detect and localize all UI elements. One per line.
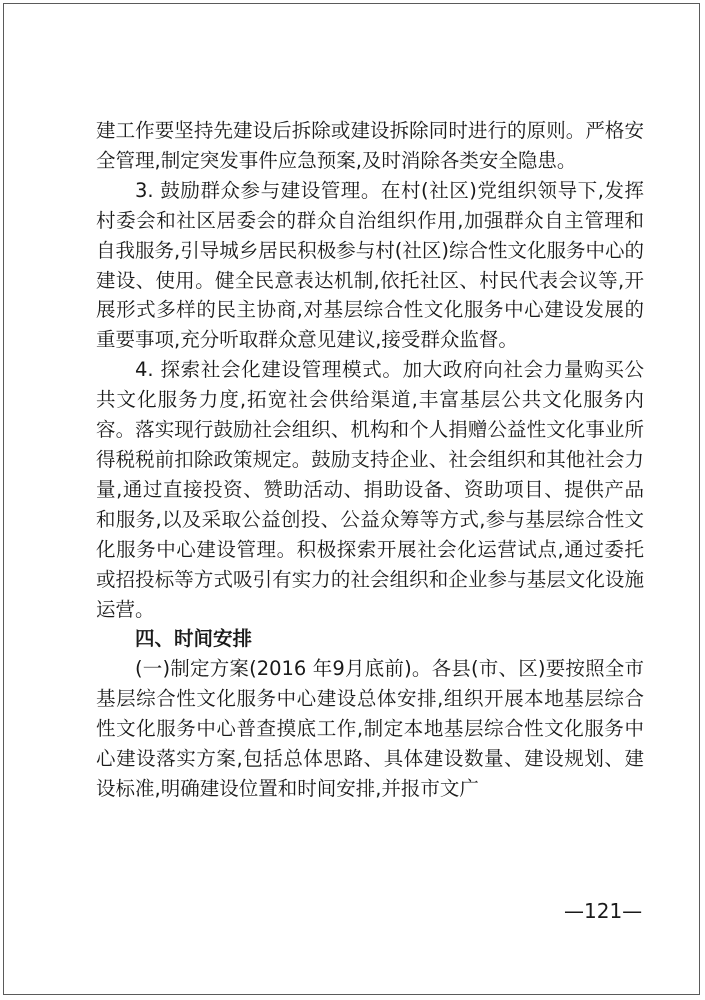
paragraph-continuation: 建工作要坚持先建设后拆除或建设拆除同时进行的原则。严格安全管理,制定突发事件应急预案,及时消除各类安全隐患。 bbox=[96, 119, 644, 172]
page-number: —121— bbox=[564, 899, 643, 923]
paragraph-item-3: 3. 鼓励群众参与建设管理。在村(社区)党组织领导下,发挥村委会和社区居委会的群众自治组织作用,加强群众自主管理和自我服务,引导城乡居民积极参与村(社区)综合性文化服务中心的建设、使用。健全民意表达机制,依托社区、村民代表会议等,开展形式多样的民主协商,对基层综合性文化服务中心建设发展的重要事项,充分听取群众意见建议,接受群众监督。 bbox=[96, 178, 644, 352]
document-page bbox=[3, 3, 700, 995]
section-heading: 四、时间安排 bbox=[135, 627, 253, 651]
paragraph-item-4: 4. 探索社会化建设管理模式。加大政府向社会力量购买公共文化服务力度,拓宽社会供给渠道,丰富基层公共文化服务内容。落实现行鼓励社会组织、机构和个人捐赠公益性文化事业所得税税前扣除政策规定。鼓励支持企业、社会组织和其他社会力量,通过直接投资、赞助活动、捐助设备、资助项目、提供产品和服务,以及采取公益创投、公益众筹等方式,参与基层综合性文化服务中心建设管理。积极探索开展社会化运营试点,通过委托或招投标等方式吸引有实力的社会组织和企业参与基层文化设施运营。 bbox=[96, 358, 644, 621]
document-body bbox=[96, 116, 644, 804]
paragraph-item-1: (一)制定方案(2016 年9月底前)。各县(市、区)要按照全市基层综合性文化服务中心建设总体安排,组织开展本地基层综合性文化服务中心普查摸底工作,制定本地基层综合性文化服务中心建设落实方案,包括总体思路、具体建设数量、建设规划、建设标准,明确建设位置和时间安排,并报市文广 bbox=[96, 657, 644, 800]
